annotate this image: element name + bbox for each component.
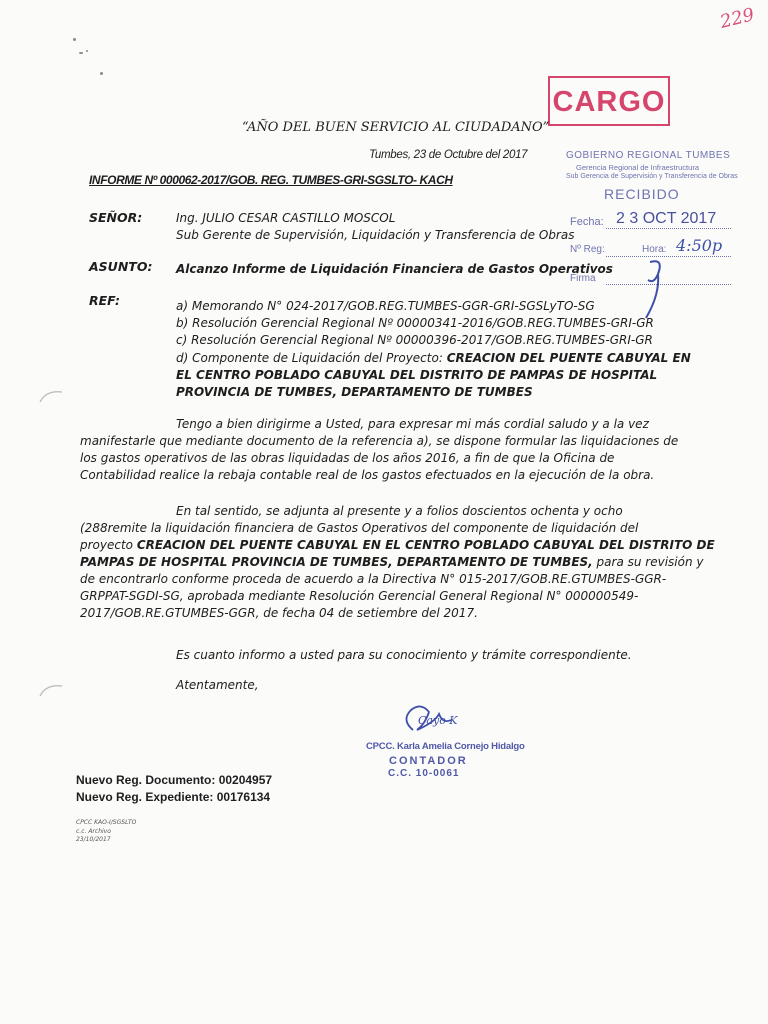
- paragraph-2-line-4: [80, 554, 704, 571]
- ref-d: [176, 350, 691, 367]
- footer-cc: c.c. Archivo: [76, 828, 111, 835]
- paragraph-1-line-1: Tengo a bien dirigirme a Usted, para expresar mi más cordial saludo y a la vez: [176, 417, 649, 431]
- signature-stamp-reg: C.C. 10-0061: [388, 768, 460, 779]
- stamp-sign-label: Firma: [570, 273, 596, 284]
- paragraph-2-project-1: CREACION DEL PUENTE CABUYAL EN EL CENTRO POBLADO CABUYAL DEL DISTRITO DE: [136, 538, 715, 552]
- stamp-reg-label: Nº Reg:: [570, 244, 605, 255]
- footer-initials: CPCC KAO-I/SGSLTO: [76, 819, 137, 826]
- scan-speck: [86, 50, 88, 52]
- registry-file: [76, 790, 270, 804]
- handwritten-page-number: 229: [717, 4, 757, 33]
- stamp-date-value: 2 3 OCT 2017: [616, 210, 717, 227]
- to-label: SEÑOR:: [89, 210, 143, 225]
- registry-document: [76, 773, 272, 787]
- closing-text: Es cuanto informo a usted para su conocimiento y trámite correspondiente.: [176, 648, 632, 662]
- received-stamp: [560, 150, 738, 300]
- to-position: Sub Gerente de Supervisión, Liquidación y Transferencia de Obras: [176, 228, 575, 242]
- stamp-received: RECIBIDO: [604, 186, 680, 202]
- punch-hole-mark: [36, 680, 66, 700]
- paragraph-2-line-3: [80, 537, 715, 554]
- ref-d-project-1: CREACION DEL PUENTE CABUYAL EN: [446, 351, 691, 365]
- paragraph-2: [80, 503, 715, 622]
- regards: Atentamente,: [176, 678, 259, 692]
- ref-b: b) Resolución Gerencial Regional Nº 00000341-2016/GOB.REG.TUMBES-GRI-GR: [176, 316, 654, 330]
- subject-label: ASUNTO:: [89, 259, 153, 274]
- stamp-hour-label: Hora:: [642, 244, 667, 255]
- paragraph-1: [80, 416, 679, 484]
- scan-speck: [79, 52, 83, 54]
- to-name: Ing. JULIO CESAR CASTILLO MOSCOL: [176, 211, 396, 225]
- subject-text: Alcanzo Informe de Liquidación Financiera de Gastos Operativos: [176, 262, 613, 276]
- cargo-stamp: CARGO: [548, 76, 670, 126]
- stamp-hour-value: 4:50p: [676, 236, 723, 255]
- paragraph-2-line-7: 2017/GOB.RE.GTUMBES-GGR, de fecha 04 de setiembre del 2017.: [80, 606, 478, 620]
- paragraph-2-line-3-pre: proyecto: [80, 538, 137, 552]
- ref-c: c) Resolución Gerencial Regional Nº 00000396-2017/GOB.REG.TUMBES-GRI-GR: [176, 333, 653, 347]
- signature-handwriting: Cayo K: [418, 714, 458, 727]
- ref-d-prefix: d) Componente de Liquidación del Proyecto:: [176, 351, 447, 365]
- paragraph-2-line-5: de encontrarlo conforme proceda de acuerdo a la Directiva N° 015-2017/GOB.RE.GTUMBES-GGR-: [80, 572, 667, 586]
- scan-speck: [73, 38, 76, 41]
- paragraph-2-line-1: En tal sentido, se adjunta al presente y a folios doscientos ochenta y ocho: [176, 504, 623, 518]
- ref-d-project-2: EL CENTRO POBLADO CABUYAL DEL DISTRITO DE PAMPAS DE HOSPITAL: [176, 368, 658, 382]
- stamp-line-1: GOBIERNO REGIONAL TUMBES: [566, 150, 731, 161]
- place-date: Tumbes, 23 de Octubre del 2017: [369, 149, 528, 161]
- stamp-line-3: Sub Gerencia de Supervisión y Transferencia de Obras: [566, 173, 738, 180]
- registry-file-label: Nuevo Reg. Expediente:: [76, 790, 214, 804]
- ref-d-project-3: PROVINCIA DE TUMBES, DEPARTAMENTO DE TUMBES: [176, 385, 533, 399]
- footer-date: 23/10/2017: [76, 836, 111, 843]
- stamp-signature-scribble: [620, 254, 690, 324]
- stamp-line-2: Gerencia Regional de Infraestructura: [576, 163, 699, 172]
- paragraph-2-line-6: GRPPAT-SGDI-SG, aprobada mediante Resolución Gerencial General Regional N° 000000549-: [80, 589, 639, 603]
- paragraph-1-line-4: Contabilidad realice la rebaja contable real de los gastos efectuados en la ejecución de la obra.: [80, 468, 655, 482]
- ref-label: REF:: [89, 293, 121, 308]
- report-number: INFORME Nº 000062-2017/GOB. REG. TUMBES-GRI-SGSLTO- KACH: [89, 173, 453, 187]
- scan-speck: [100, 72, 103, 75]
- signature-stamp-title: CONTADOR: [389, 755, 468, 767]
- signature-stamp-name: CPCC. Karla Amelia Cornejo Hidalgo: [366, 741, 525, 752]
- registry-document-label: Nuevo Reg. Documento:: [76, 773, 216, 787]
- paragraph-2-line-4-post: para su revisión y: [592, 555, 704, 569]
- stamp-date-label: Fecha:: [570, 216, 604, 228]
- ref-a: a) Memorando N° 024-2017/GOB.REG.TUMBES-GGR-GRI-SGSLyTO-SG: [176, 299, 595, 313]
- paragraph-2-project-2: PAMPAS DE HOSPITAL PROVINCIA DE TUMBES, DEPARTAMENTO DE TUMBES,: [80, 555, 593, 569]
- registry-document-value: 00204957: [218, 773, 273, 787]
- paragraph-1-line-3: los gastos operativos de las obras liquidadas de los años 2016, a fin de que la Oficina de: [80, 451, 615, 465]
- paragraph-2-line-2: (288remite la liquidación financiera de Gastos Operativos del componente de liquidación del: [80, 521, 639, 535]
- stamp-date-line: [606, 228, 731, 229]
- year-motto: “AÑO DEL BUEN SERVICIO AL CIUDADANO”: [242, 120, 550, 135]
- punch-hole-mark: [36, 386, 66, 406]
- registry-file-value: 00176134: [216, 790, 271, 804]
- paragraph-1-line-2: manifestarle que mediante documento de la referencia a), se dispone formular las liquidaciones de: [80, 434, 679, 448]
